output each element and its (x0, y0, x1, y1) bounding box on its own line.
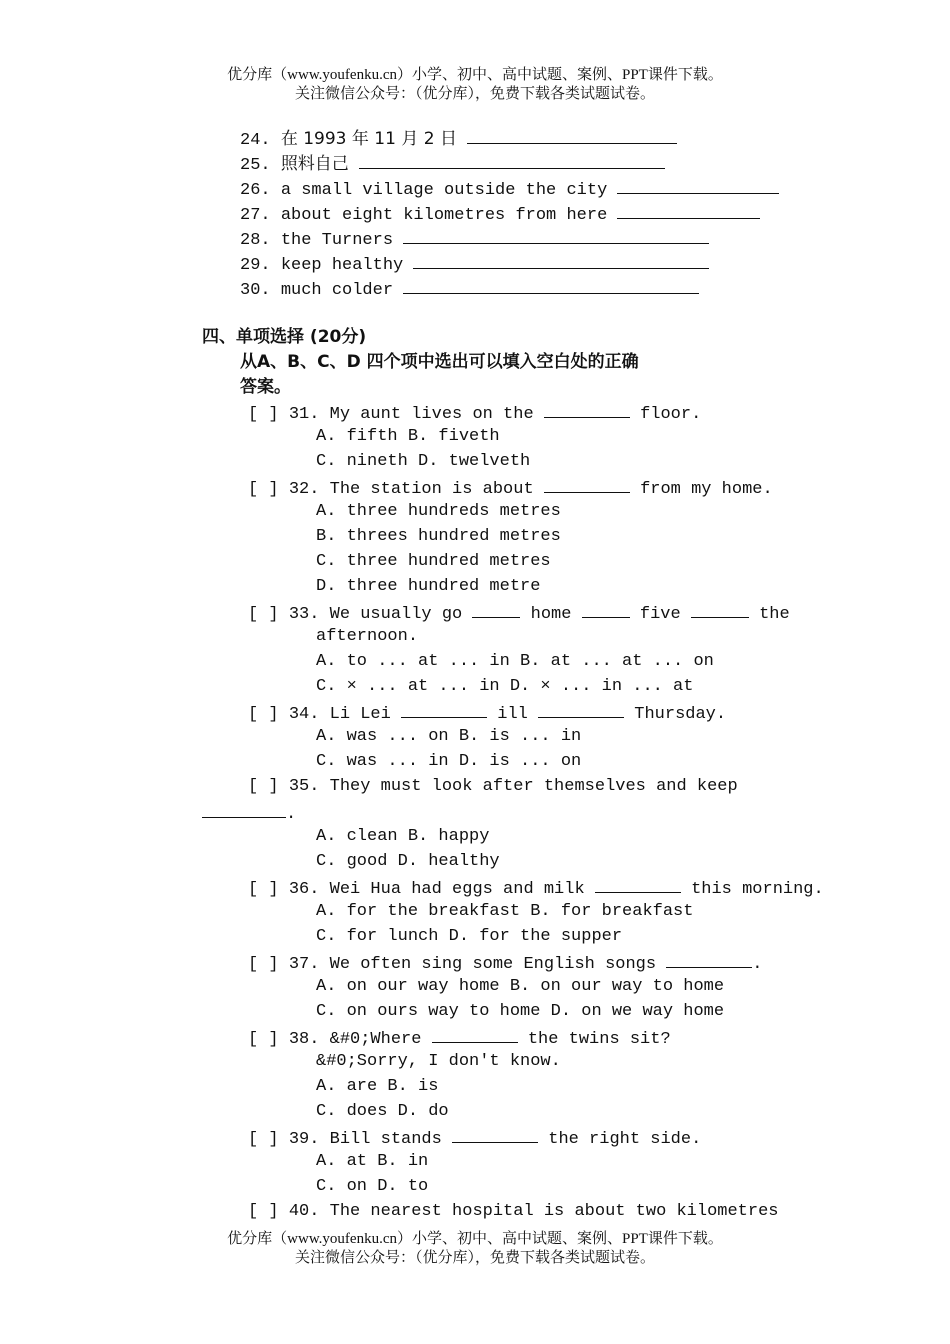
answer-blank (666, 952, 752, 968)
option-line: A. was ... on B. is ... in (316, 727, 582, 746)
answer-bracket[interactable]: [ ] (248, 955, 279, 974)
page-footer (0, 1230, 950, 1268)
answer-bracket[interactable]: [ ] (248, 1030, 279, 1049)
footer-line-2: 关注微信公众号：（优分库），免费下载各类试题试卷。 (294, 1250, 655, 1266)
page-header (0, 66, 950, 104)
answer-blank[interactable] (359, 153, 665, 169)
question-35-cont: . (202, 802, 296, 825)
option-line: C. good D. healthy (316, 852, 500, 871)
question-40: [ ] 40. The nearest hospital is about two kilometres (248, 1202, 779, 1221)
item-26: 26. a small village outside the city (240, 178, 779, 201)
answer-blank[interactable] (403, 228, 709, 244)
option-line: A. on our way home B. on our way to home (316, 977, 725, 996)
option-line: C. nineth D. twelveth (316, 452, 531, 471)
answer-blank (452, 1127, 538, 1143)
answer-blank[interactable] (403, 278, 699, 294)
option-line: C. was ... in D. is ... on (316, 752, 582, 771)
option-line: D. three hundred metre (316, 577, 541, 596)
answer-blank (595, 877, 681, 893)
answer-blank[interactable] (617, 178, 779, 194)
header-line-2: 关注微信公众号：（优分库），免费下载各类试题试卷。 (294, 86, 655, 102)
question-37: [ ] 37. We often sing some English songs . (248, 952, 762, 975)
question-32: [ ] 32. The station is about from my home. (248, 477, 773, 500)
option-line: A. fifth B. fiveth (316, 427, 500, 446)
answer-blank[interactable] (413, 253, 709, 269)
answer-blank (538, 702, 624, 718)
option-line: C. three hundred metres (316, 552, 551, 571)
option-line: A. for the breakfast B. for breakfast (316, 902, 694, 921)
option-line: C. for lunch D. for the supper (316, 927, 623, 946)
question-31: [ ] 31. My aunt lives on the floor. (248, 402, 701, 425)
question-34: [ ] 34. Li Lei ill Thursday. (248, 702, 726, 725)
item-25: 25. 照料自己 (240, 153, 665, 176)
answer-bracket[interactable]: [ ] (248, 1130, 279, 1149)
option-line: C. does D. do (316, 1102, 449, 1121)
answer-bracket[interactable]: [ ] (248, 405, 279, 424)
option-line: A. are B. is (316, 1077, 439, 1096)
answer-blank (472, 602, 520, 618)
answer-blank (691, 602, 749, 618)
option-line: A. clean B. happy (316, 827, 490, 846)
answer-blank (544, 477, 630, 493)
answer-blank[interactable] (467, 128, 677, 144)
answer-blank (582, 602, 630, 618)
item-30: 30. much colder (240, 278, 699, 301)
answer-bracket[interactable]: [ ] (248, 705, 279, 724)
question-33: [ ] 33. We usually go home five the (248, 602, 790, 625)
answer-blank (202, 802, 286, 818)
answer-bracket[interactable]: [ ] (248, 605, 279, 624)
answer-bracket[interactable]: [ ] (248, 1202, 279, 1221)
answer-bracket[interactable]: [ ] (248, 880, 279, 899)
item-24: 24. 在 1993 年 11 月 2 日 (240, 128, 677, 151)
header-line-1: 优分库（www.youfenku.cn）小学、初中、高中试题、案例、PPT课件下载。 (227, 67, 723, 83)
option-line: A. to ... at ... in B. at ... at ... on (316, 652, 714, 671)
question-35: [ ] 35. They must look after themselves and keep (248, 777, 738, 796)
question-38: [ ] 38. &#0;Where the twins sit? (248, 1027, 671, 1050)
section-instruction-cont: 答案。 (240, 377, 291, 397)
option-line: C. on D. to (316, 1177, 429, 1196)
question-38-cont: &#0;Sorry, I don't know. (316, 1052, 561, 1071)
option-line: C. × ... at ... in D. × ... in ... at (316, 677, 694, 696)
answer-blank (401, 702, 487, 718)
answer-blank[interactable] (617, 203, 760, 219)
option-line: A. at B. in (316, 1152, 429, 1171)
answer-blank (432, 1027, 518, 1043)
question-39: [ ] 39. Bill stands the right side. (248, 1127, 701, 1150)
option-line: C. on ours way to home D. on we way home (316, 1002, 725, 1021)
question-36: [ ] 36. Wei Hua had eggs and milk this morning. (248, 877, 824, 900)
footer-line-1: 优分库（www.youfenku.cn）小学、初中、高中试题、案例、PPT课件下载。 (227, 1231, 723, 1247)
item-29: 29. keep healthy (240, 253, 709, 276)
answer-bracket[interactable]: [ ] (248, 777, 279, 796)
section-title: 四、单项选择 (20分) (202, 327, 367, 347)
option-line: A. three hundreds metres (316, 502, 561, 521)
answer-blank (544, 402, 630, 418)
option-line: B. threes hundred metres (316, 527, 561, 546)
section-instruction: 从A、B、C、D 四个项中选出可以填入空白处的正确 (240, 352, 639, 372)
question-33-cont: afternoon. (316, 627, 419, 646)
item-28: 28. the Turners (240, 228, 709, 251)
item-27: 27. about eight kilometres from here (240, 203, 760, 226)
answer-bracket[interactable]: [ ] (248, 480, 279, 499)
